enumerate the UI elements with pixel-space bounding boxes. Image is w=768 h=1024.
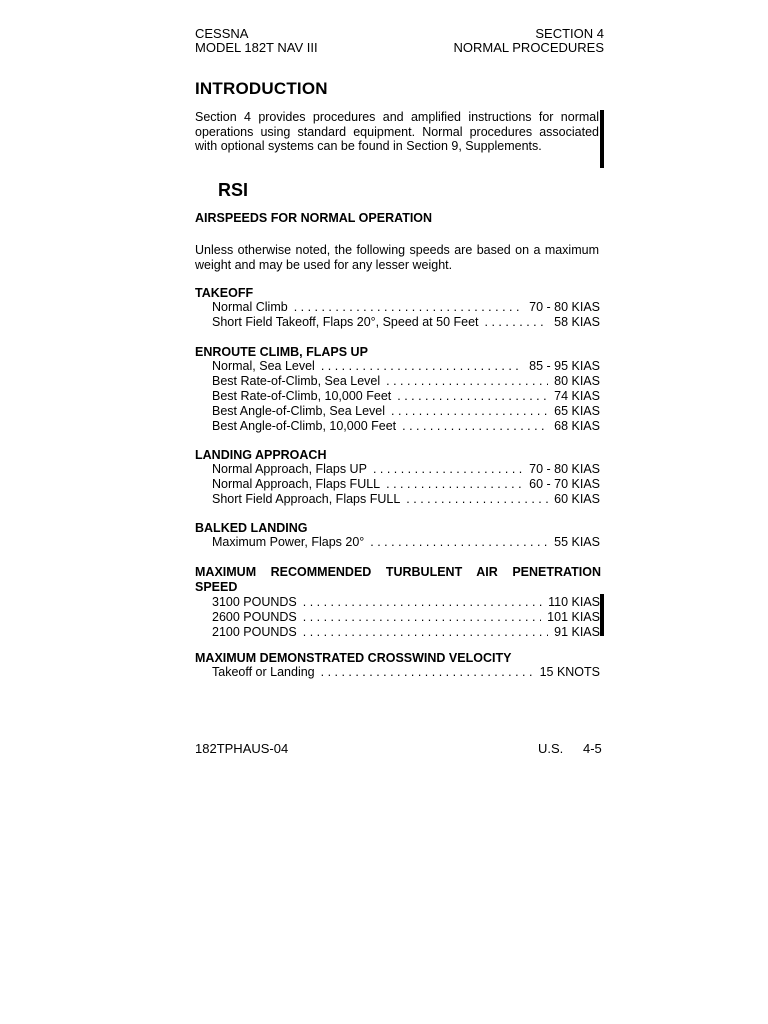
leader-dots bbox=[402, 419, 548, 434]
row-value: 55 KIAS bbox=[554, 535, 600, 549]
row-value: 70 - 80 KIAS bbox=[529, 300, 600, 314]
group-title: ENROUTE CLIMB, FLAPS UP bbox=[195, 345, 368, 359]
list-item bbox=[212, 359, 600, 374]
change-bar bbox=[600, 594, 604, 636]
airspeeds-note: Unless otherwise noted, the following speeds are based on a maximum weight and may be used for any lesser weight. bbox=[195, 243, 599, 272]
list-item bbox=[212, 389, 600, 404]
leader-dots bbox=[321, 359, 523, 374]
group-title: MAXIMUM DEMONSTRATED CROSSWIND VELOCITY bbox=[195, 651, 512, 665]
intro-paragraph: Section 4 provides procedures and amplified instructions for normal operations using standard equipment. Normal procedures associated with optional systems can be found in Section 9, Supplements. bbox=[195, 110, 599, 153]
row-label: Normal Climb bbox=[212, 300, 288, 314]
row-value: 60 KIAS bbox=[554, 492, 600, 506]
row-value: 58 KIAS bbox=[554, 315, 600, 329]
section-number: SECTION 4 bbox=[535, 26, 604, 41]
leader-dots bbox=[386, 477, 523, 492]
row-value: 70 - 80 KIAS bbox=[529, 462, 600, 476]
row-label: Takeoff or Landing bbox=[212, 665, 315, 679]
list-item bbox=[212, 492, 600, 507]
row-label: Best Angle-of-Climb, Sea Level bbox=[212, 404, 386, 418]
header-right bbox=[454, 27, 604, 55]
list-item bbox=[212, 595, 600, 610]
group-takeoff bbox=[195, 286, 600, 330]
leader-dots bbox=[406, 492, 548, 507]
row-label: Normal, Sea Level bbox=[212, 359, 315, 373]
header-left bbox=[195, 27, 318, 55]
row-label: 3100 POUNDS bbox=[212, 595, 297, 609]
row-label: Best Angle-of-Climb, 10,000 Feet bbox=[212, 419, 397, 433]
group-title: MAXIMUM RECOMMENDED TURBULENT AIR PENETRATION SPEED bbox=[195, 565, 601, 594]
row-label: Best Rate-of-Climb, 10,000 Feet bbox=[212, 389, 392, 403]
row-value: 85 - 95 KIAS bbox=[529, 359, 600, 373]
page-title: INTRODUCTION bbox=[195, 79, 328, 98]
section-name: NORMAL PROCEDURES bbox=[453, 40, 604, 55]
row-value: 91 KIAS bbox=[554, 625, 600, 639]
group-landing-approach bbox=[195, 448, 600, 507]
list-item bbox=[212, 625, 600, 640]
leader-dots bbox=[294, 300, 523, 315]
group-balked-landing bbox=[195, 521, 600, 550]
list-item bbox=[212, 610, 600, 625]
row-label: 2600 POUNDS bbox=[212, 610, 297, 624]
row-label: Best Rate-of-Climb, Sea Level bbox=[212, 374, 381, 388]
group-turbulent-air bbox=[195, 565, 601, 640]
row-label: Short Field Approach, Flaps FULL bbox=[212, 492, 401, 506]
leader-dots bbox=[373, 462, 523, 477]
row-label: Normal Approach, Flaps UP bbox=[212, 462, 367, 476]
manufacturer: CESSNA bbox=[195, 26, 249, 41]
row-value: 80 KIAS bbox=[554, 374, 600, 388]
leader-dots bbox=[391, 404, 548, 419]
leader-dots bbox=[370, 535, 548, 550]
page-number: 4-5 bbox=[583, 741, 602, 756]
region-label: U.S. bbox=[538, 741, 564, 756]
leader-dots bbox=[303, 595, 542, 610]
row-label: Maximum Power, Flaps 20° bbox=[212, 535, 365, 549]
leader-dots bbox=[321, 665, 534, 680]
list-item bbox=[212, 300, 600, 315]
change-bar bbox=[600, 110, 604, 168]
leader-dots bbox=[386, 374, 548, 389]
row-label: Short Field Takeoff, Flaps 20°, Speed at 50 Feet bbox=[212, 315, 479, 329]
row-value: 101 KIAS bbox=[547, 610, 600, 624]
list-item bbox=[212, 462, 600, 477]
model: MODEL 182T NAV III bbox=[195, 40, 318, 55]
row-value: 60 - 70 KIAS bbox=[529, 477, 600, 491]
airspeeds-heading: AIRSPEEDS FOR NORMAL OPERATION bbox=[195, 211, 433, 225]
list-item bbox=[212, 665, 600, 680]
document-number: 182TPHAUS-04 bbox=[195, 741, 289, 756]
row-label: 2100 POUNDS bbox=[212, 625, 297, 639]
group-crosswind bbox=[195, 651, 600, 680]
row-value: 74 KIAS bbox=[554, 389, 600, 403]
group-title: TAKEOFF bbox=[195, 286, 254, 300]
leader-dots bbox=[485, 315, 549, 330]
list-item bbox=[212, 535, 600, 550]
row-value: 110 KIAS bbox=[548, 595, 600, 609]
group-enroute-climb bbox=[195, 345, 600, 434]
row-value: 68 KIAS bbox=[554, 419, 600, 433]
row-value: 65 KIAS bbox=[554, 404, 600, 418]
row-value: 15 KNOTS bbox=[539, 665, 600, 679]
leader-dots bbox=[397, 389, 548, 404]
list-item bbox=[212, 374, 600, 389]
leader-dots bbox=[303, 625, 548, 640]
group-title: BALKED LANDING bbox=[195, 521, 308, 535]
group-title: LANDING APPROACH bbox=[195, 448, 327, 462]
clipped-heading-fragment: RSI bbox=[218, 180, 249, 200]
list-item bbox=[212, 315, 600, 330]
row-label: Normal Approach, Flaps FULL bbox=[212, 477, 381, 491]
leader-dots bbox=[303, 610, 541, 625]
list-item bbox=[212, 419, 600, 434]
list-item bbox=[212, 404, 600, 419]
list-item bbox=[212, 477, 600, 492]
